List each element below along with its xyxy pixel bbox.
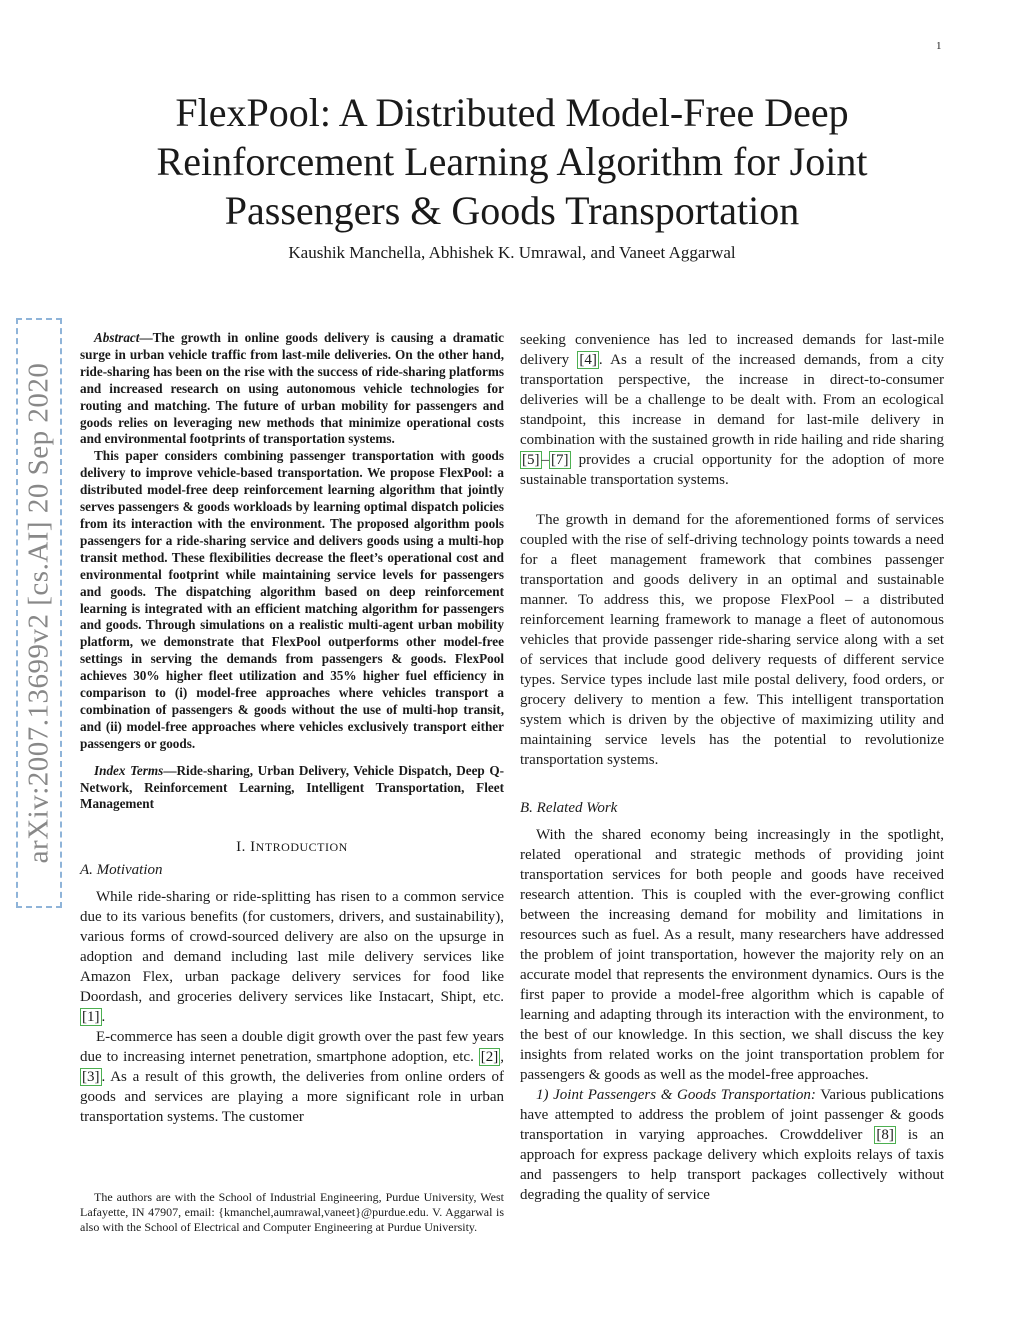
motivation-paragraph-1: While ride-sharing or ride-splitting has risen to a common service due to its various benefits (for customers, drivers, and sustainability), various forms of crowd-sourced delivery are also on the upsurge in adoption and demand including last mile delivery services like Amazon Flex, urban package delivery services for food like Doordash, and groceries delivery services like Instacart, Shipt, etc. [1] .	[80, 889, 504, 1026]
author-footnote	[80, 1190, 504, 1235]
citation-link[interactable]: [7]	[551, 452, 569, 468]
related-work-paragraph-2	[520, 1085, 944, 1205]
abstract-paragraph-1: Abstract—The growth in online goods delivery is causing a dramatic surge in urban vehicle traffic from last-mile deliveries. On the other hand, ride-sharing has been on the rise with the success of ride-sharing platforms and increased research on using autonomous vehicle technologies for routing and matching. The future of urban mobility for passengers and goods relies on leveraging new methods that minimize operational costs and environmental footprints of transportation systems.	[80, 330, 504, 447]
section-first-letter: I	[250, 839, 256, 856]
citation-link[interactable]: [2]	[480, 1049, 499, 1066]
right-column-text	[520, 330, 944, 770]
motivation-p2-text-b: As a result of this growth, the deliveries from online orders of goods and services are playing a more significant role in urban transportation systems. The customer	[80, 1069, 504, 1126]
index-terms-label: Index Terms	[94, 762, 164, 778]
subsection-motivation: A. Motivation	[80, 862, 163, 879]
motivation-p1-text: While ride-sharing or ride-splitting has risen to a common service due to its various benefits (for customers, drivers, and sustainability), various forms of crowd-sourced delivery are also on the upsurge in adoption and demand including last mile delivery services like Amazon Flex, urban package delivery services for food like Doordash, and groceries delivery services like Instacart, Shipt, etc.	[80, 889, 504, 1006]
joint-transport-heading: 1) Joint Passengers & Goods Transportation:	[536, 1087, 816, 1103]
related-work-paragraph-1: With the shared economy being increasingly in the spotlight, related operational and strategic methods of providing joint transportation services for both people and goods have received research attention. This is coupled with the ever-growing conflict between the increasing demand for mobility and limitations in resources such as fuel. As a result, many researchers have addressed the problem of joint transportation, however the majority rely on an accurate model that represents the environment dynamics. Ours is the first paper to provide a model-free algorithm which is capable of learning and adapting through its interaction with the environment, to the best of our knowledge. In this section, we shall discuss the key insights from related works on the joint transportation problem for passengers & goods as well as the model-free approaches.	[520, 827, 944, 1083]
related-work-p2-text-a: Various publications have attempted to address the problem of joint passenger & goods transportation in varying approaches. Crowddeliver	[520, 1087, 945, 1143]
abstract-paragraph-2: This paper considers combining passenger transportation with goods delivery to improve vehicle-based transportation. We propose FlexPool: a distributed model-free deep reinforcement learning algorithm that jointly serves passengers & goods workloads by learning optimal dispatch policies from its interaction with the environment. The proposed algorithm pools passengers for a ride-sharing service and delivers goods using a multi-hop transit method. These flexibilities decrease the fleet’s operational cost and environmental footprint while maintaining service levels for passengers and goods. The dispatching algorithm based on deep reinforcement learning is integrated with an efficient matching algorithm for passengers and goods. Through simulations on a realistic multi-agent urban mobility platform, we demonstrate that FlexPool outperforms other model-free settings in serving the demands from passengers & goods. FlexPool achieves 30% higher fleet utilization and 35% higher fuel efficiency in comparison to (i) model-free approaches where vehicles transport a combination of passengers & goods without the use of multi-hop transit, and (ii) model-free approaches where vehicles exclusively transport either passengers or goods.	[80, 448, 504, 751]
right-paragraph-2: The growth in demand for the aforementioned forms of services coupled with the rise of self-driving technology points towards a need for a fleet management framework that combines passenger transportation and goods delivery in an optimal and sustainable manner. To address this, we propose FlexPool – a distributed reinforcement learning framework to manage a fleet of autonomous vehicles that provide passenger ride-sharing service along with a set of services that include good delivery requests of different service types. Service types include last mile postal delivery, food orders, or grocery delivery to mention a few. This intelligent transportation system which is driven by the objective of maximizing utility and maintaining service levels has the potential to revolutionize transportation systems.	[520, 512, 944, 768]
right-p1-text-b: As a result of the increased demands, from a city transportation perspective, the increase in direct-to-consumer deliveries will be a challenge to be dealt with. From an ecological standpoint, this increase in demand for last-mile delivery in combination with the sustained growth in ride hailing and ride sharing	[520, 352, 944, 448]
abstract	[80, 330, 504, 753]
paper-title: FlexPool: A Distributed Model-Free Deep Reinforcement Learning Algorithm for Joint Passengers & Goods Transportation	[156, 90, 868, 233]
section-heading-introduction	[80, 839, 504, 856]
citation-link[interactable]: [1]	[82, 1009, 100, 1026]
arxiv-identifier-text: arXiv:2007.13699v2 [cs.AI] 20 Sep 2020	[22, 362, 55, 864]
section-numeral: I.	[236, 839, 246, 856]
arxiv-identifier-stamp[interactable]	[16, 318, 62, 908]
footnote-text: The authors are with the School of Industrial Engineering, Purdue University, West Lafayette, IN 47907, email: {kmanchel,aumrawal,vaneet}@purdue.edu. V. Aggarwal is also with the School of Electrical and Computer Engineering at Purdue University.	[80, 1190, 504, 1234]
related-work-p2-text-b: is an approach for express package delivery which exploits relays of taxis and passengers to help transport packages collectively without degrading the quality of service	[520, 1127, 945, 1203]
motivation-p2-text-a: E-commerce has seen a double digit growth over the past few years due to increasing internet penetration, smartphone adoption, etc.	[80, 1029, 504, 1066]
citation-link[interactable]: [3]	[82, 1069, 100, 1086]
motivation-text	[80, 887, 504, 1127]
citation-link[interactable]: [4]	[579, 352, 597, 368]
abstract-label: Abstract	[94, 330, 140, 345]
citation-link[interactable]: [5]	[522, 452, 540, 468]
right-column	[520, 330, 944, 1205]
index-terms: Index Terms—Ride-sharing, Urban Delivery, Vehicle Dispatch, Deep Q-Network, Reinforcement Learning, Intelligent Transportation, Fleet Management	[80, 762, 504, 812]
subsection-related-work: B. Related Work	[520, 800, 618, 816]
index-terms-text: Ride-sharing, Urban Delivery, Vehicle Dispatch, Deep Q-Network, Reinforcement Learning, Intelligent Transportation, Fleet Management	[80, 762, 504, 812]
right-p1-text-a: seeking convenience has led to increased demands for last-mile delivery	[520, 332, 944, 368]
right-p1-text-c: provides a crucial opportunity for the adoption of more sustainable transportation systems.	[520, 452, 945, 488]
related-work-text	[520, 825, 944, 1205]
abstract-text-1: The growth in online goods delivery is causing a dramatic surge in urban vehicle traffic from last-mile deliveries. On the other hand, ride-sharing has been on the rise with the success of ride-sharing platforms and increased research on using autonomous vehicle technologies for routing and matching. The future of urban mobility for passengers and goods relies on leveraging new methods that minimize operational costs and environmental footprints of transportation systems.	[80, 330, 504, 447]
right-paragraph-1: seeking convenience has led to increased demands for last-mile delivery [4] . As a result of the increased demands, from a city transportation perspective, the increase in direct-to-consumer deliveries will be a challenge to be dealt with. From an ecological standpoint, this increase in demand for last-mile delivery in combination with the sustained growth in ride hailing and ride sharing [5] – [7] provides a crucial opportunity for the adoption of more sustainable transportation systems.	[520, 332, 945, 488]
citation-link[interactable]: [8]	[876, 1127, 894, 1143]
motivation-paragraph-2: E-commerce has seen a double digit growth over the past few years due to increasing internet penetration, smartphone adoption, etc. [2] , [3] . As a result of this growth, the deliveries from online orders of goods and services are playing a more significant role in urban transportation systems. The customer	[80, 1029, 505, 1126]
left-column	[80, 330, 504, 1127]
author-list: Kaushik Manchella, Abhishek K. Umrawal, and Vaneet Aggarwal	[288, 243, 736, 262]
page-number: 1	[936, 40, 942, 52]
section-title-rest: NTRODUCTION	[255, 840, 348, 855]
